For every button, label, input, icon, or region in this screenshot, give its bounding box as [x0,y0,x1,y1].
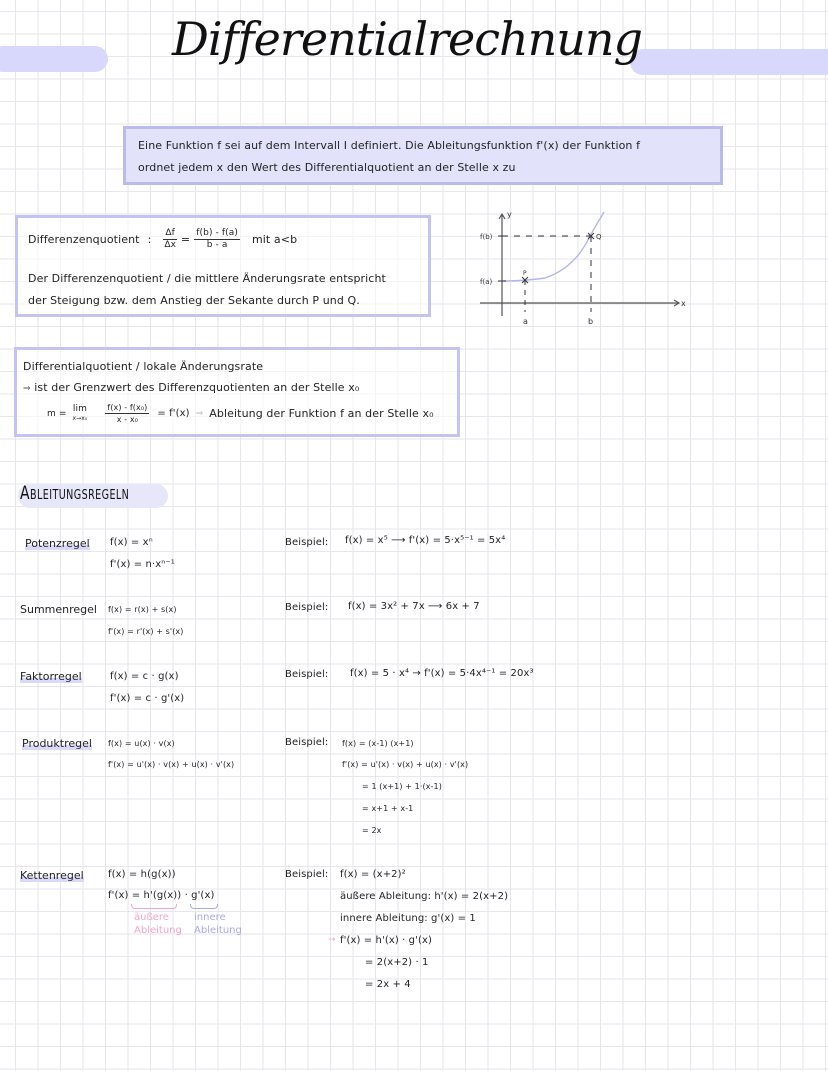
m-equals: m = [47,408,67,419]
rule-name-faktorregel: Faktorregel [20,670,82,683]
equals-sign: = [180,233,191,246]
faktorregel-line-1: f(x) = c · g(x) [110,671,179,682]
title-bar-right [630,49,828,75]
produktregel-line-1: f(x) = u(x) · v(x) [108,739,175,748]
y-axis-label: y [507,210,512,219]
faktorregel-example: f(x) = 5 · x⁴ → f'(x) = 5·4x⁴⁻¹ = 20x³ [350,668,534,679]
produktregel-example-line-5: = 2x [362,826,382,835]
differentialquotient-formula [47,402,434,425]
limit-fraction [105,402,149,425]
page-title: Differentialrechnung [172,12,642,66]
rule-name-potenzregel: Potenzregel [25,537,90,550]
kettenregel-fprime: f'(x) = [108,890,144,901]
kettenregel-outer-derivative: h'(g(x)) [143,890,182,901]
produktregel-example-line-3: = 1 (x+1) + 1·(x-1) [362,782,442,791]
produktregel-example-line-2: f'(x) = u'(x) · v(x) + u(x) · v'(x) [342,760,469,769]
produktregel-line-2: f'(x) = u'(x) · v(x) + u(x) · v'(x) [108,760,235,769]
rule-name-summenregel: Summenregel [20,603,97,616]
b-label: b [588,317,594,326]
inner-note-line-2: Ableitung [194,925,242,936]
fa-label: f(a) [480,278,493,286]
kettenregel-example-line-5: = 2(x+2) · 1 [365,957,429,968]
potenzregel-line-2: f'(x) = n·xⁿ⁻¹ [110,559,175,570]
kettenregel-inner-derivative: g'(x) [191,890,215,901]
summenregel-example: f(x) = 3x² + 7x ⟶ 6x + 7 [348,601,480,612]
inner-note-line-1: innere [194,912,226,923]
differentialquotient-title: Differentialquotient / lokale Änderungsrate [23,360,264,373]
kettenregel-line-2 [108,890,214,901]
section-heading: Ableitungsregeln [20,482,130,504]
kettenregel-example-line-2: äußere Ableitung: h'(x) = 2(x+2) [340,891,509,902]
rule-name-kettenregel: Kettenregel [20,869,84,882]
fraction-delta-denominator: Δx [164,240,176,250]
faktorregel-line-2: f'(x) = c · g'(x) [110,693,185,704]
fraction-secant-numerator: f(b) - f(a) [196,228,238,238]
function-curve [502,212,604,281]
fraction-delta [163,228,177,251]
limit-result: = f'(x) [157,408,190,419]
x-axis-label: x [681,299,686,308]
faktorregel-example-label: Beispiel: [285,669,329,680]
potenzregel-line-1: f(x) = xⁿ [110,537,153,548]
kettenregel-example-label: Beispiel: [285,869,329,880]
kettenregel-arrow-icon: → [328,935,336,945]
fb-label: f(b) [480,233,493,241]
differenzenquotient-formula [28,228,297,251]
summenregel-line-2: f'(x) = r'(x) + s'(x) [108,627,184,636]
differentialquotient-bullet-text: ist der Grenzwert des Differenzquotienten an der Stelle x₀ [34,381,360,394]
outer-note-line-1: äußere [134,912,169,923]
limit-fraction-numerator: f(x) - f(x₀) [107,403,148,412]
point-q-label: Q [596,233,602,241]
limit-fraction-denominator: x - x₀ [116,415,139,424]
produktregel-example-line-4: = x+1 + x-1 [362,804,414,813]
bullet-arrow-icon: ⇒ [23,384,31,394]
limit [72,405,87,423]
differenzenquotient-label: Differenzenquotient [28,233,140,246]
limit-subscript: x→x₀ [72,414,88,422]
produktregel-example-label: Beispiel: [285,737,329,748]
differenzenquotient-box [15,215,431,317]
condition: mit a<b [251,233,298,246]
differentialquotient-box [14,347,460,437]
definition-line-2: ordnet jedem x den Wert des Differentialquotient an der Stelle x zu [138,161,516,174]
differenzenquotient-text-2: der Steigung bzw. dem Anstieg der Sekante durch P und Q. [28,294,360,307]
kettenregel-dot: · [181,890,192,901]
differentialquotient-explanation: Ableitung der Funktion f an der Stelle x₀ [209,407,434,420]
produktregel-example-line-1: f(x) = (x-1) (x+1) [342,739,414,748]
colon: : [147,233,152,246]
potenzregel-example: f(x) = x⁵ ⟶ f'(x) = 5·x⁵⁻¹ = 5x⁴ [345,535,506,546]
a-label: a [523,317,528,326]
title-bar-left [0,46,108,72]
fraction-secant [194,228,240,251]
kettenregel-example-line-3: innere Ableitung: g'(x) = 1 [340,913,476,924]
inner-derivative-brace [190,904,218,909]
definition-box [123,126,723,185]
definition-line-1: Eine Funktion f sei auf dem Intervall I definiert. Die Ableitungsfunktion f'(x) der Funktion f [138,139,641,152]
outer-derivative-brace [131,904,177,909]
rule-name-produktregel: Produktregel [22,737,92,750]
kettenregel-example-line-1: f(x) = (x+2)² [340,869,406,880]
implies-arrow-icon: ⇒ [195,408,204,419]
outer-note-line-2: Ableitung [134,925,182,936]
fraction-secant-denominator: b - a [206,240,228,250]
limit-lim: lim [72,403,87,414]
differentialquotient-bullet [23,381,359,394]
secant-graph [470,200,700,340]
kettenregel-example-line-4: f'(x) = h'(x) · g'(x) [340,935,432,946]
kettenregel-example-line-6: = 2x + 4 [365,979,411,990]
point-p-label: P [523,270,527,277]
summenregel-line-1: f(x) = r(x) + s(x) [108,605,177,614]
potenzregel-example-label: Beispiel: [285,537,329,548]
summenregel-example-label: Beispiel: [285,602,329,613]
kettenregel-line-1: f(x) = h(g(x)) [108,869,176,880]
differenzenquotient-text-1: Der Differenzenquotient / die mittlere Änderungsrate entspricht [28,272,386,285]
fraction-delta-numerator: Δf [165,228,175,238]
